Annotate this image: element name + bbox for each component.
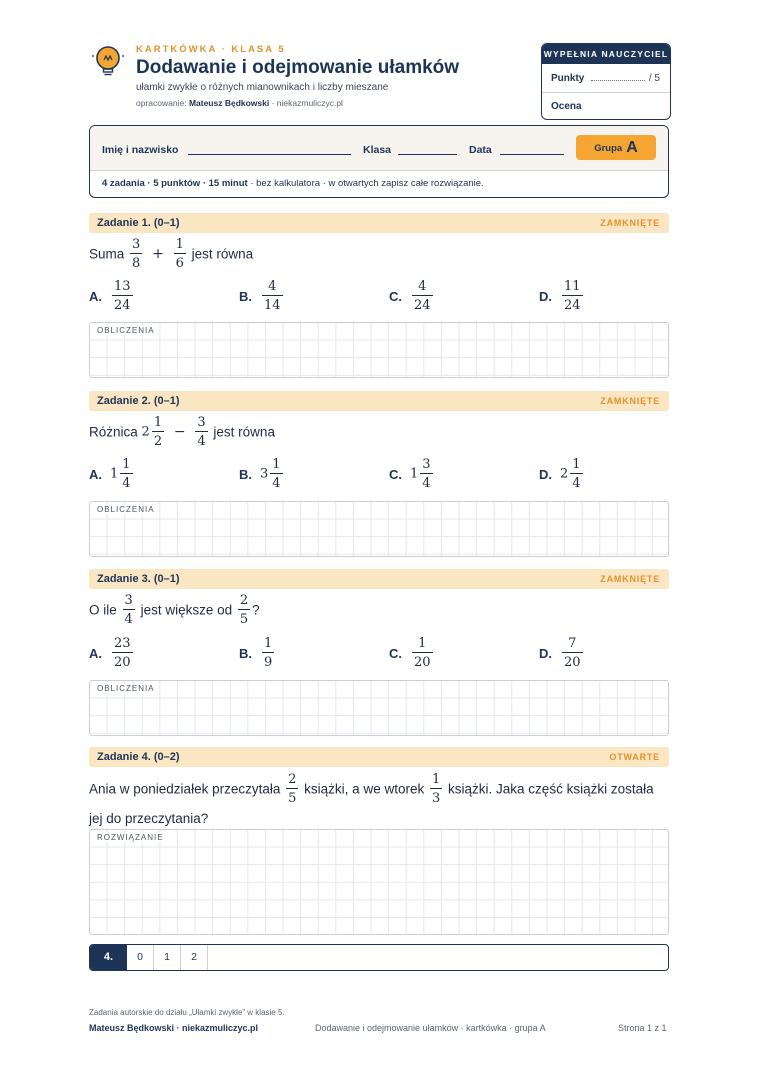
task-1-header	[89, 213, 669, 233]
teacher-box	[541, 43, 671, 120]
points-row	[551, 73, 662, 84]
numerator: 4	[268, 279, 277, 294]
fraction	[262, 637, 274, 669]
option-label: C.	[389, 288, 402, 304]
points-label: Punkty	[551, 73, 585, 84]
fraction	[562, 280, 583, 312]
numerator: 1	[175, 237, 184, 252]
option-label: B.	[239, 645, 252, 661]
option-label: A.	[89, 466, 102, 482]
task-3-option-b[interactable]	[239, 637, 276, 669]
numerator: 13	[114, 279, 131, 294]
task-1-option-a[interactable]	[89, 280, 135, 312]
quiz-kicker: KARTKÓWKA · KLASA 5	[136, 44, 286, 55]
fraction	[174, 238, 186, 270]
numerator: 11	[564, 279, 581, 294]
fraction	[570, 458, 582, 490]
denominator: 4	[570, 473, 582, 490]
numerator: 1	[572, 457, 581, 472]
task-3-title: Zadanie 3. (0–1)	[97, 573, 180, 585]
fraction	[112, 637, 133, 669]
numerator: 1	[418, 636, 427, 651]
scoring-task-number: 4.	[90, 945, 127, 970]
points-max: / 5	[648, 73, 660, 84]
denominator: 8	[130, 253, 142, 270]
task-4-work-area[interactable]	[89, 829, 669, 935]
fraction	[262, 280, 283, 312]
footer-title: Dodawanie i odejmowanie ułamków · kartkówka · grupa A	[315, 1023, 546, 1033]
whole-part: 3	[260, 466, 269, 482]
fraction	[238, 594, 250, 626]
footer-page: Strona 1 z 1	[618, 1023, 667, 1033]
task-3-type: ZAMKNIĘTE	[600, 574, 660, 584]
task-1-question	[89, 238, 253, 270]
task-2-option-d[interactable]	[539, 458, 585, 490]
task-4-text-3: książki. Jaka część książki została	[448, 781, 654, 797]
option-label: C.	[389, 466, 402, 482]
name-label: Imię i nazwisko	[102, 144, 179, 156]
option-label: D.	[539, 645, 552, 661]
denominator: 20	[562, 652, 583, 669]
work-area-label: OBLICZENIA	[97, 326, 155, 335]
fraction	[120, 458, 132, 490]
denominator: 4	[195, 431, 207, 448]
denominator: 24	[562, 295, 583, 312]
class-label: Klasa	[363, 144, 392, 156]
fraction	[286, 773, 298, 805]
class-field[interactable]	[398, 154, 457, 155]
denominator: 5	[238, 609, 250, 626]
numerator: 1	[153, 415, 163, 430]
work-area-label: OBLICZENIA	[97, 684, 155, 693]
task-3-option-d[interactable]	[539, 637, 585, 669]
task-4-text-1: Ania w poniedziałek przeczytała	[89, 781, 281, 797]
numerator: 2	[288, 772, 297, 787]
quiz-info-rest: · bez kalkulatora · w otwartych zapisz całe rozwiązanie.	[247, 178, 484, 189]
task-2-question	[89, 416, 275, 448]
task-3-question	[89, 594, 260, 626]
fraction	[420, 458, 432, 490]
score-cell-1[interactable]: 1	[154, 945, 181, 970]
task-2-option-a[interactable]	[89, 458, 135, 490]
points-field[interactable]	[591, 73, 645, 81]
author-name: Mateusz Będkowski	[188, 98, 270, 108]
author-prefix: opracowanie:	[136, 98, 187, 108]
grade-label: Ocena	[551, 101, 582, 112]
fraction	[152, 416, 164, 448]
task-1-prefix: Suma	[89, 246, 125, 262]
task-2-work-area[interactable]	[89, 501, 669, 557]
footer-note: Zadania autorskie do działu „Ułamki zwykłe” w klasie 5.	[89, 1008, 285, 1017]
author-site: · niekazmuliczyc.pl	[269, 98, 343, 108]
denominator: 4	[270, 473, 282, 490]
task-2-header	[89, 391, 669, 411]
numerator: 1	[264, 636, 273, 651]
group-value: A	[626, 139, 638, 156]
numerator: 1	[272, 457, 281, 472]
task-1-option-d[interactable]	[539, 280, 585, 312]
task-3-work-area[interactable]	[89, 680, 669, 736]
denominator: 6	[174, 253, 186, 270]
task-2-option-c[interactable]	[389, 458, 435, 490]
fraction	[112, 280, 133, 312]
numerator: 1	[431, 772, 441, 787]
whole-part: 1	[410, 466, 419, 482]
teacher-box-divider	[542, 92, 670, 93]
fraction	[562, 637, 583, 669]
quiz-info	[102, 178, 484, 189]
denominator: 5	[286, 788, 298, 805]
whole-part: 1	[110, 466, 119, 482]
task-1-option-c[interactable]	[389, 280, 435, 312]
numerator: 3	[422, 457, 431, 472]
denominator: 14	[262, 295, 283, 312]
page-title: Dodawanie i odejmowanie ułamków	[136, 57, 460, 78]
denominator: 2	[152, 431, 164, 448]
option-label: B.	[239, 288, 252, 304]
task-2-suffix: jest równa	[213, 424, 275, 440]
task-3-option-c[interactable]	[389, 637, 435, 669]
score-cell-2[interactable]: 2	[181, 945, 208, 970]
task-3-middle: jest większe od	[140, 602, 233, 618]
fraction	[412, 280, 433, 312]
task-4-text-2: książki, a we wtorek	[304, 781, 425, 797]
option-label: A.	[89, 645, 102, 661]
fraction	[195, 416, 207, 448]
student-info-box	[89, 125, 669, 198]
task-1-work-area[interactable]	[89, 322, 669, 378]
denominator: 4	[123, 609, 135, 626]
numerator: 23	[114, 636, 131, 651]
task-4-question-line-2: jej do przeczytania?	[89, 811, 209, 826]
grade-row	[551, 101, 662, 120]
option-label: B.	[239, 466, 252, 482]
fraction	[130, 238, 142, 270]
grade-field[interactable]	[555, 112, 631, 120]
task-3-suffix: ?	[252, 602, 260, 618]
fraction	[270, 458, 282, 490]
task-4-type: OTWARTE	[609, 752, 660, 762]
task-3-prefix: O ile	[89, 602, 117, 618]
score-cell-0[interactable]: 0	[127, 945, 154, 970]
task-4-header	[89, 747, 669, 767]
whole-part: 2	[560, 466, 569, 482]
numerator: 3	[132, 237, 141, 252]
group-badge	[576, 135, 656, 160]
option-label: D.	[539, 288, 552, 304]
denominator: 24	[412, 295, 433, 312]
numerator: 4	[418, 279, 427, 294]
footer-author: Mateusz Będkowski · niekazmuliczyc.pl	[89, 1023, 259, 1033]
numerator: 3	[124, 593, 133, 608]
fraction	[123, 594, 135, 626]
task-1-title: Zadanie 1. (0–1)	[97, 217, 180, 229]
operator: −	[173, 424, 186, 440]
teacher-box-title: WYPEŁNIA NAUCZYCIEL	[542, 44, 670, 64]
page-subtitle: ułamki zwykłe o różnych mianownikach i liczby mieszane	[136, 82, 389, 93]
task-1-option-b[interactable]	[239, 280, 285, 312]
task-2-type: ZAMKNIĘTE	[600, 396, 660, 406]
task-1-suffix: jest równa	[191, 246, 254, 262]
whole-part: 2	[141, 424, 150, 440]
author-line	[136, 98, 343, 108]
denominator: 4	[420, 473, 432, 490]
denominator: 24	[112, 295, 133, 312]
group-label: Grupa	[594, 143, 623, 154]
lightbulb-icon	[92, 44, 124, 78]
fraction	[430, 773, 442, 805]
denominator: 9	[262, 652, 274, 669]
operator: +	[152, 246, 164, 262]
denominator: 20	[112, 652, 133, 669]
task-4-question	[89, 773, 654, 805]
numerator: 2	[239, 593, 249, 608]
work-area-label: OBLICZENIA	[97, 505, 155, 514]
task-4-title: Zadanie 4. (0–2)	[97, 751, 180, 763]
date-label: Data	[469, 144, 492, 156]
option-label: C.	[389, 645, 402, 661]
work-area-label: ROZWIĄZANIE	[97, 833, 164, 842]
task-4-scoring	[89, 944, 669, 971]
option-label: A.	[89, 288, 102, 304]
denominator: 4	[120, 473, 132, 490]
numerator: 7	[568, 636, 577, 651]
task-2-prefix: Różnica	[89, 424, 138, 440]
task-3-option-a[interactable]	[89, 637, 135, 669]
option-label: D.	[539, 466, 552, 482]
denominator: 20	[412, 652, 433, 669]
student-fields	[90, 126, 668, 171]
date-field[interactable]	[500, 154, 564, 155]
task-3-header	[89, 569, 669, 589]
numerator: 3	[197, 415, 206, 430]
denominator: 3	[430, 788, 442, 805]
quiz-info-bold: 4 zadania · 5 punktów · 15 minut	[102, 178, 248, 189]
task-1-type: ZAMKNIĘTE	[600, 218, 660, 228]
numerator: 1	[122, 457, 131, 472]
task-2-title: Zadanie 2. (0–1)	[97, 395, 180, 407]
name-field[interactable]	[188, 154, 351, 155]
fraction	[412, 637, 433, 669]
task-2-option-b[interactable]	[239, 458, 285, 490]
